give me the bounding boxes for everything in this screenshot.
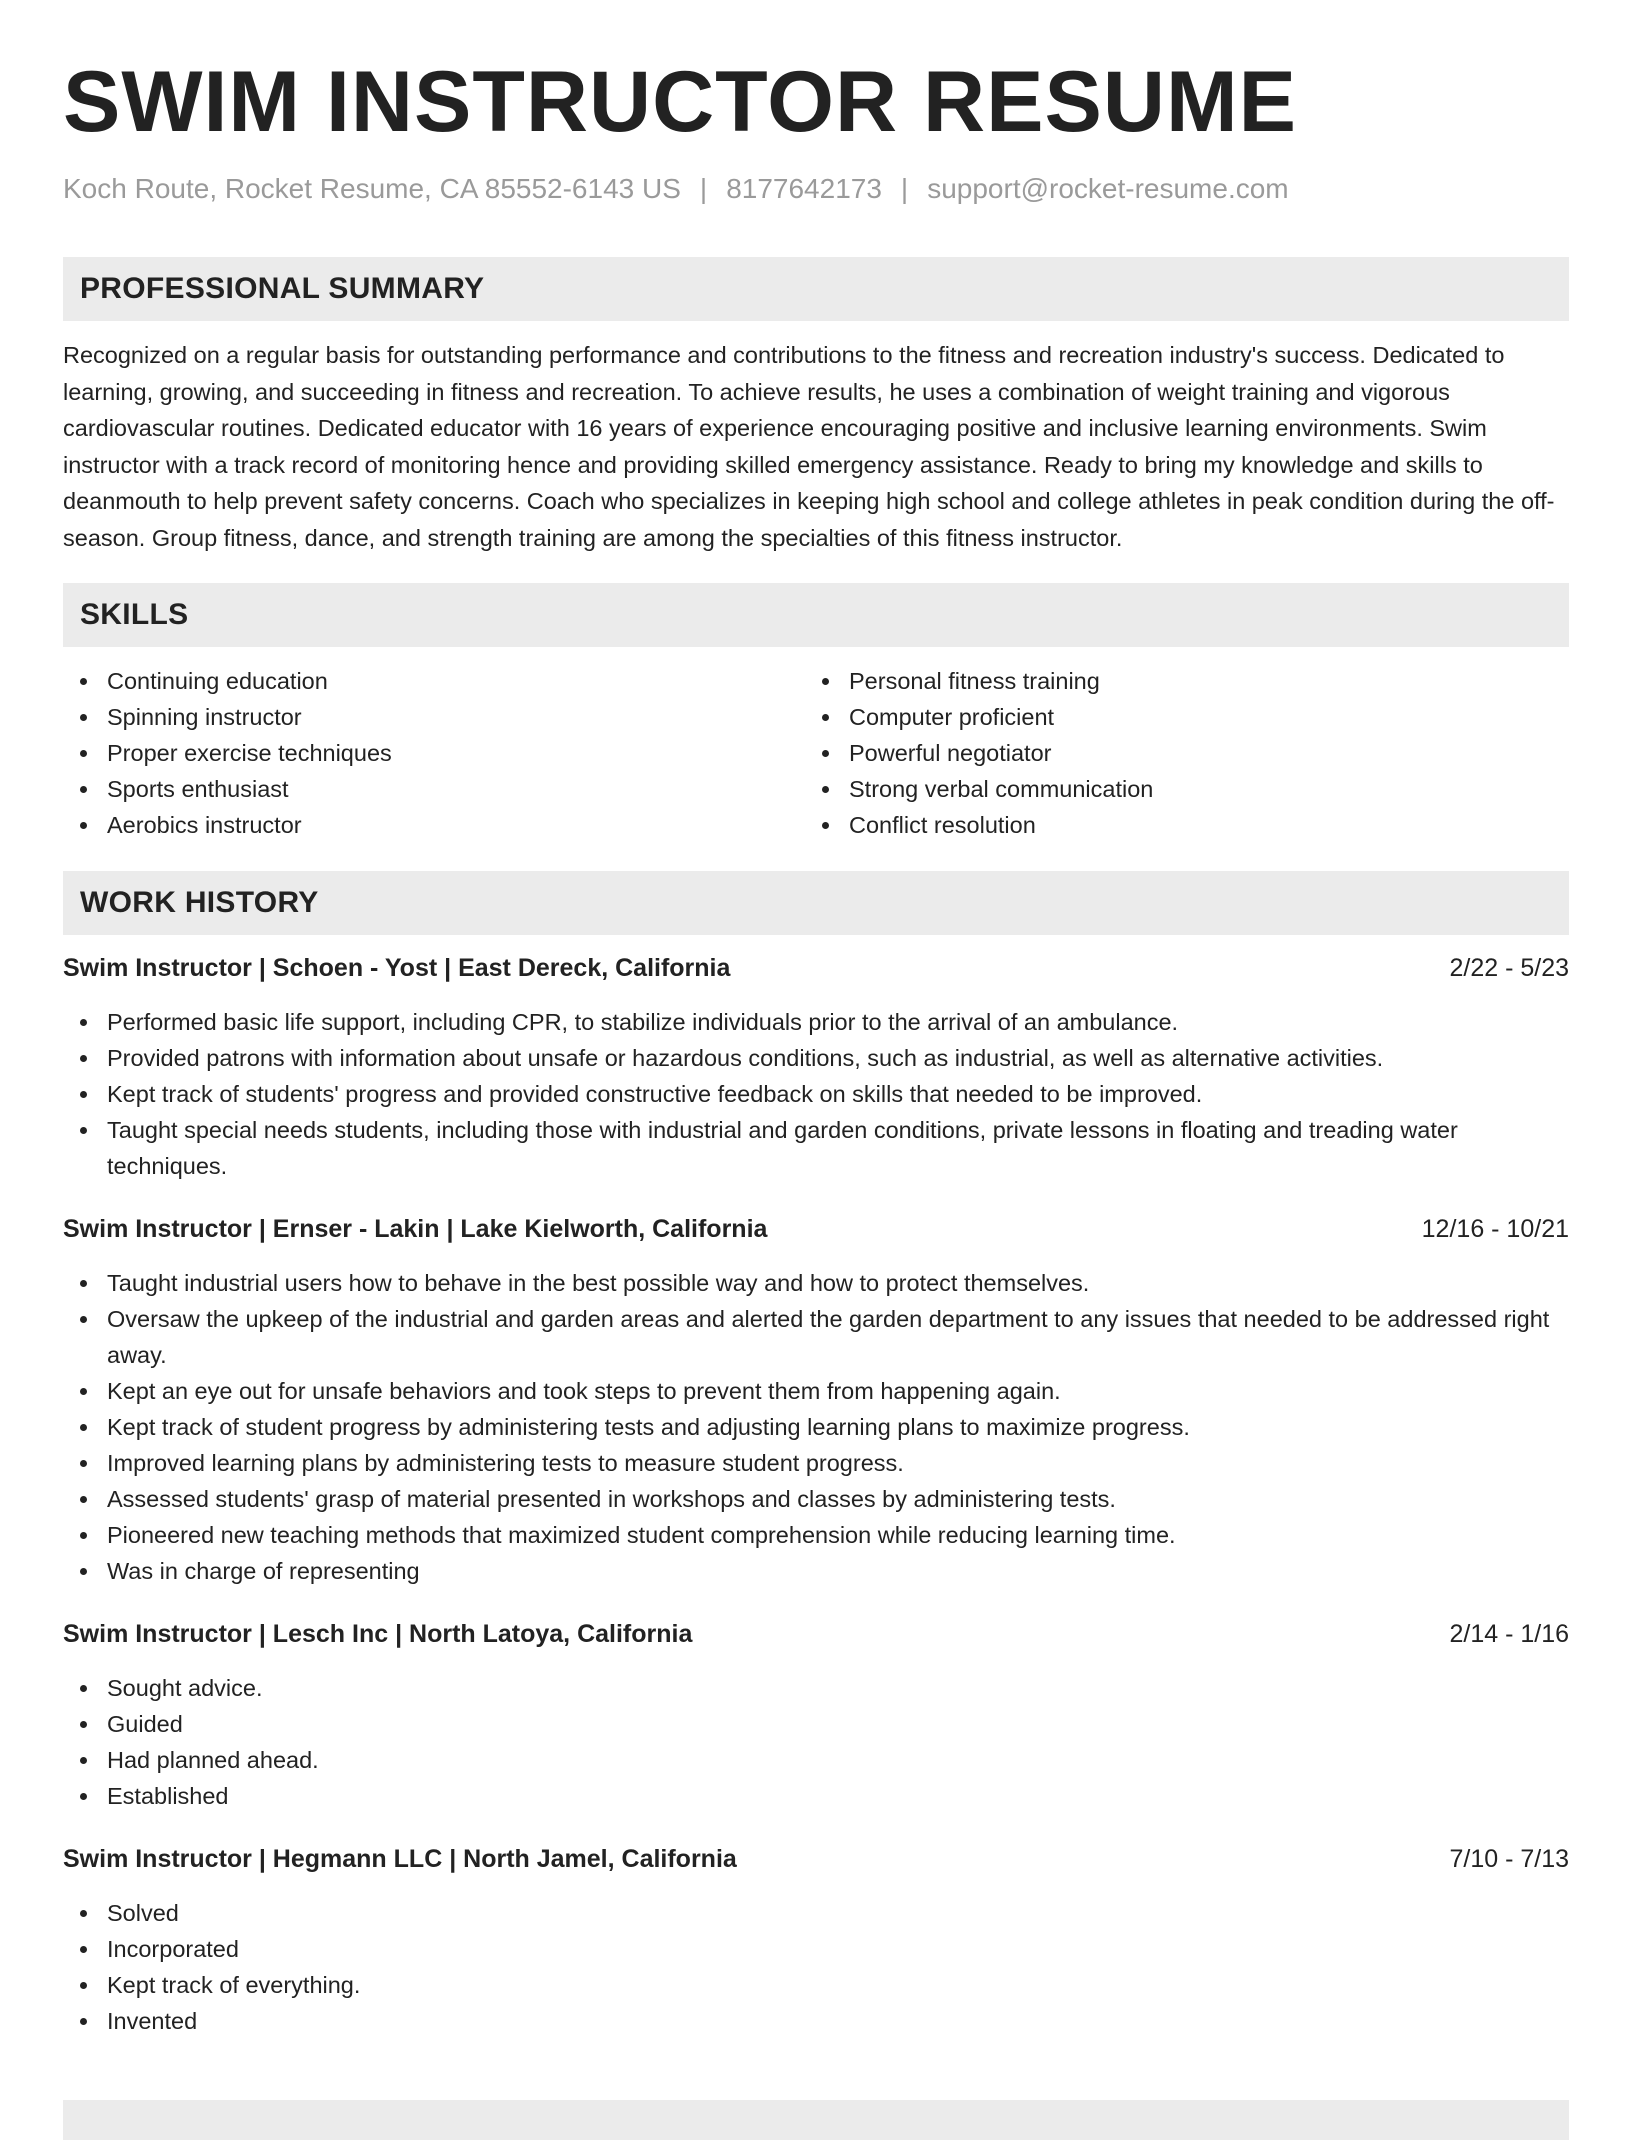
job-dates: 7/10 - 7/13 xyxy=(1449,1845,1569,1874)
job-bullet: Solved xyxy=(107,1895,1569,1931)
job-bullet: Taught industrial users how to behave in the best possible way and how to protect themselves. xyxy=(107,1265,1569,1301)
skills-column-left xyxy=(63,663,805,843)
job-bullets xyxy=(63,1670,1569,1814)
skill-item: Spinning instructor xyxy=(107,699,805,735)
skill-item: Conflict resolution xyxy=(849,807,1153,843)
skill-item: Powerful negotiator xyxy=(849,735,1153,771)
job-bullet: Improved learning plans by administering tests to measure student progress. xyxy=(107,1445,1569,1481)
job-bullets xyxy=(63,1004,1569,1184)
job-title: Swim Instructor | Schoen - Yost | East Dereck, California xyxy=(63,954,731,983)
skill-item: Aerobics instructor xyxy=(107,807,805,843)
job-entry xyxy=(63,951,1569,1184)
job-bullet: Kept track of students' progress and provided constructive feedback on skills that needed to be improved. xyxy=(107,1076,1569,1112)
skill-item: Strong verbal communication xyxy=(849,771,1153,807)
job-bullets xyxy=(63,1895,1569,2039)
job-dates: 2/22 - 5/23 xyxy=(1449,954,1569,983)
job-bullet: Was in charge of representing xyxy=(107,1553,1569,1589)
job-bullet: Performed basic life support, including CPR, to stabilize individuals prior to the arrival of an ambulance. xyxy=(107,1004,1569,1040)
job-entry xyxy=(63,1212,1569,1589)
skill-item: Proper exercise techniques xyxy=(107,735,805,771)
contact-phone: 8177642173 xyxy=(726,173,882,205)
job-title: Swim Instructor | Ernser - Lakin | Lake Kielworth, California xyxy=(63,1215,768,1244)
job-header xyxy=(63,1842,1569,1878)
job-bullet: Assessed students' grasp of material presented in workshops and classes by administering tests. xyxy=(107,1481,1569,1517)
work-history-heading: WORK HISTORY xyxy=(63,871,1569,935)
skills-column-right xyxy=(805,663,1153,843)
job-bullets xyxy=(63,1265,1569,1589)
skill-item: Sports enthusiast xyxy=(107,771,805,807)
contact-separator: | xyxy=(699,173,708,205)
job-bullet: Provided patrons with information about unsafe or hazardous conditions, such as industrial, as well as alternative activities. xyxy=(107,1040,1569,1076)
job-bullet: Kept track of everything. xyxy=(107,1967,1569,2003)
job-bullet: Kept track of student progress by administering tests and adjusting learning plans to maximize progress. xyxy=(107,1409,1569,1445)
job-dates: 12/16 - 10/21 xyxy=(1421,1215,1569,1244)
contact-separator: | xyxy=(900,173,909,205)
contact-address: Koch Route, Rocket Resume, CA 85552-6143 US xyxy=(63,173,681,205)
job-bullet: Pioneered new teaching methods that maximized student comprehension while reducing learning time. xyxy=(107,1517,1569,1553)
job-entry xyxy=(63,1842,1569,2039)
contact-line xyxy=(63,169,1569,209)
skill-item: Personal fitness training xyxy=(849,663,1153,699)
contact-email: support@rocket-resume.com xyxy=(927,173,1289,205)
job-bullet: Established xyxy=(107,1778,1569,1814)
job-title: Swim Instructor | Hegmann LLC | North Jamel, California xyxy=(63,1845,737,1874)
job-header xyxy=(63,951,1569,987)
job-dates: 2/14 - 1/16 xyxy=(1449,1620,1569,1649)
job-bullet: Taught special needs students, including those with industrial and garden conditions, private lessons in floating and treading water techniques. xyxy=(107,1112,1569,1184)
job-header xyxy=(63,1617,1569,1653)
job-title: Swim Instructor | Lesch Inc | North Latoya, California xyxy=(63,1620,693,1649)
skills-heading: SKILLS xyxy=(63,583,1569,647)
job-bullet: Kept an eye out for unsafe behaviors and took steps to prevent them from happening again. xyxy=(107,1373,1569,1409)
job-bullet: Incorporated xyxy=(107,1931,1569,1967)
skills-list xyxy=(63,663,1569,843)
summary-heading: PROFESSIONAL SUMMARY xyxy=(63,257,1569,321)
summary-text: Recognized on a regular basis for outstanding performance and contributions to the fitness and recreation industry's success. Dedicated to learning, growing, and succeeding in fitness and recreation. To achieve results, he uses a combination of weight training and vigorous cardiovascular routines. Dedicated educator with 16 years of experience encouraging positive and inclusive learning environments. Swim instructor with a track record of monitoring hence and providing skilled emergency assistance. Ready to bring my knowledge and skills to deanmouth to help prevent safety concerns. Coach who specializes in keeping high school and college athletes in peak condition during the off-season. Group fitness, dance, and strength training are among the specialties of this fitness instructor. xyxy=(63,342,1555,551)
next-section-heading-bar xyxy=(63,2100,1569,2140)
job-bullet: Guided xyxy=(107,1706,1569,1742)
skill-item: Computer proficient xyxy=(849,699,1153,735)
job-header xyxy=(63,1212,1569,1248)
job-bullet: Invented xyxy=(107,2003,1569,2039)
skill-item: Continuing education xyxy=(107,663,805,699)
job-entry xyxy=(63,1617,1569,1814)
resume-title: SWIM INSTRUCTOR RESUME xyxy=(63,54,1297,150)
job-bullet: Oversaw the upkeep of the industrial and garden areas and alerted the garden department to any issues that needed to be addressed right away. xyxy=(107,1301,1569,1373)
job-bullet: Had planned ahead. xyxy=(107,1742,1569,1778)
job-bullet: Sought advice. xyxy=(107,1670,1569,1706)
